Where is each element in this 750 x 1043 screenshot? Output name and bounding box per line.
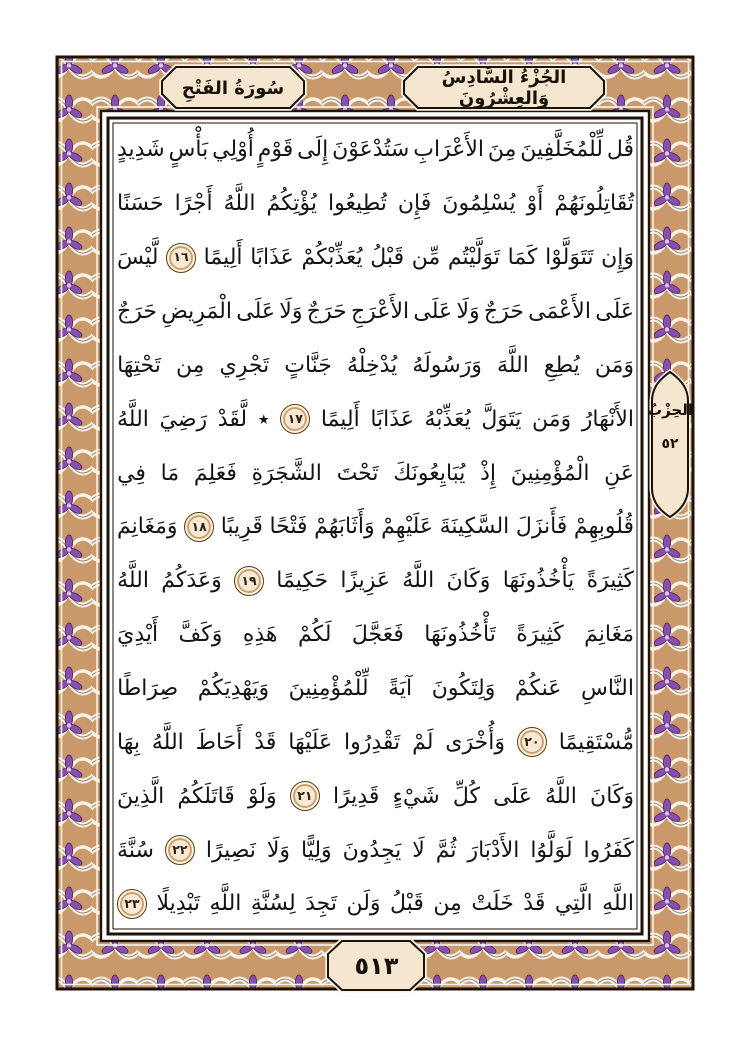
hizb-marker-number: ٥٢ — [661, 436, 679, 452]
quran-word: اللَّهُ — [223, 191, 256, 217]
quran-word: لَمْ — [412, 729, 434, 755]
quran-word: أُوْلِي — [212, 137, 254, 163]
quran-word: بَأْسٍ — [168, 137, 209, 163]
quran-word: كَثِيرَةً — [586, 568, 634, 594]
quran-word: وَمَن — [532, 406, 572, 432]
quran-word: لِّلْمُخَلَّفِينَ — [520, 137, 603, 163]
quran-word: تُطِيعُوا — [327, 191, 387, 217]
quran-word: يُدْخِلْهُ — [346, 352, 398, 378]
ayah-end-marker: ٢١ — [290, 781, 320, 811]
quran-word: السَّكِينَةَ — [439, 514, 510, 540]
quran-word: جَنَّاتٍ — [284, 352, 332, 378]
quran-word: وَكَفَّ — [178, 622, 223, 648]
quran-word: اللَّهُ — [402, 568, 435, 594]
quran-word: إِذْ — [480, 460, 497, 486]
quran-word: فِي — [117, 460, 146, 486]
quran-word: مَا — [160, 460, 180, 486]
quran-word: سَتُدْعَوْنَ — [332, 137, 410, 163]
quran-word: عَلَيْهِمْ — [381, 514, 433, 540]
quran-word: قَاتَلَكُمُ — [177, 783, 235, 809]
quran-line — [117, 608, 634, 662]
quran-line — [117, 177, 634, 231]
quran-word: الأَنْهَارُ — [581, 406, 634, 432]
quran-word: لَكُمْ — [297, 622, 332, 648]
quran-word: كَفَرُوا — [583, 837, 634, 863]
quran-word: كَثِيرَةً — [516, 622, 564, 648]
quran-word: تَتَوَلَّوْا — [545, 245, 594, 271]
quran-word: حَكِيمًا — [276, 568, 329, 594]
quran-word: تَبْدِيلًا — [156, 891, 201, 917]
quran-word: الَّتِي — [554, 891, 593, 917]
quran-word: يُسْلِمُونَ — [442, 191, 516, 217]
quran-word: فَعَلِمَ — [193, 460, 237, 486]
quran-word: حَرَجٌ — [117, 299, 157, 324]
quran-word: كَمَا — [507, 245, 538, 271]
quran-word: قَوْمٍ — [257, 137, 294, 163]
quran-word: عَلَيْهَا — [288, 729, 333, 755]
quran-word: اللَّهَ — [496, 352, 529, 378]
quran-word: وَمَن — [594, 352, 634, 378]
quran-line — [117, 769, 634, 823]
quran-word: خَلَتْ — [471, 891, 514, 917]
juz-title: الجُزْءُ السَّادِسُ وَالعِشْرُونَ — [441, 67, 567, 109]
quran-line — [117, 392, 634, 446]
quran-word: ٭ — [257, 406, 270, 432]
quran-word: الَّذِينَ — [117, 783, 165, 809]
ayah-end-marker: ١٨ — [184, 512, 214, 542]
quran-line — [117, 338, 634, 392]
quran-word: لِسُنَّةِ — [250, 891, 296, 917]
quran-word: وَكَانَ — [590, 783, 634, 809]
quran-word: اللَّهُ — [151, 729, 184, 755]
quran-word: قَدْ — [523, 891, 546, 917]
quran-word: بِهَا — [117, 729, 140, 755]
quran-word: عَلَى — [413, 299, 453, 324]
quran-word: اللَّهُ — [544, 783, 577, 809]
quran-word: يُعَذِّبْكُمْ — [301, 245, 363, 271]
ayah-end-marker: ٢٢ — [165, 835, 195, 865]
quran-word: عَذَابًا — [250, 245, 294, 271]
quran-word: وَلَا — [266, 837, 291, 863]
quran-word: مِّن — [411, 245, 441, 271]
quran-word: أَلِيمًا — [320, 406, 360, 432]
quran-word: تَأْخُذُونَهَا — [424, 622, 496, 648]
quran-line — [117, 123, 634, 177]
quran-word: وَرَسُولَهُ — [412, 352, 482, 378]
quran-line — [117, 500, 634, 554]
quran-word: تَقْدِرُوا — [344, 729, 401, 755]
quran-word: عَلَى — [236, 299, 276, 324]
quran-word: عَلَى — [493, 783, 532, 809]
quran-word: يُعَذِّبْهُ — [424, 406, 471, 432]
quran-word: وَإِن — [601, 245, 634, 271]
quran-word: فَأَنزَلَ — [515, 514, 568, 540]
quran-word: قَدِيرًا — [332, 783, 380, 809]
quran-word: فَعَجَّلَ — [351, 622, 404, 648]
quran-line — [117, 662, 634, 716]
quran-word: قَبْلُ — [370, 245, 405, 271]
quran-word: عَذَابًا — [370, 406, 414, 432]
quran-word: وَلَن — [346, 891, 381, 917]
quran-word: وَمَغَانِمَ — [117, 514, 178, 540]
quran-word: يَتَوَلَّ — [481, 406, 522, 432]
quran-word: وَأَثَابَهُمْ — [314, 514, 375, 540]
quran-word: صِرَاطًا — [117, 676, 179, 702]
quran-word: مِنَ — [487, 137, 517, 163]
quran-line — [117, 715, 634, 769]
quran-word: وَلَا — [456, 299, 480, 324]
quran-line — [117, 554, 634, 608]
quran-word: الْمُؤْمِنِينَ — [510, 460, 590, 486]
quran-word: الأَعْرَابِ — [413, 137, 484, 163]
ayah-end-marker: ١٧ — [280, 404, 310, 434]
quran-word: حَسَنًا — [117, 191, 164, 217]
quran-word: عَزِيزًا — [340, 568, 390, 594]
quran-word: تَحْتَ — [336, 460, 379, 486]
quran-word: مُّسْتَقِيمًا — [558, 729, 634, 755]
quran-word: اللَّهُ — [117, 406, 149, 432]
quran-word: رَضِيَ — [159, 406, 208, 432]
quran-word: قَبْلُ — [390, 891, 424, 917]
quran-word: آيَةً — [388, 676, 413, 702]
quran-word: أَحَاطَ — [195, 729, 243, 755]
quran-word: ثُمَّ — [435, 837, 457, 863]
quran-word: مَغَانِمَ — [584, 622, 634, 648]
quran-word: الأَعْمَى — [528, 299, 591, 324]
quran-word: فَتْحًا — [269, 514, 308, 540]
quran-word: شَدِيدٍ — [117, 137, 165, 163]
quran-word: وَأُخْرَى — [445, 729, 505, 755]
quran-word: هَذِهِ — [242, 622, 278, 648]
ayah-end-marker: ٢٠ — [517, 727, 547, 757]
quran-word: وَلَا — [279, 299, 303, 324]
quran-word: وَكَانَ — [446, 568, 491, 594]
quran-word: قَدْ — [254, 729, 277, 755]
quran-word: وَلِيًّا — [301, 837, 332, 863]
quran-word: النَّاسِ — [580, 676, 634, 702]
quran-word: أَوْ — [526, 191, 544, 217]
surah-title: سُورَةُ الفَتْحِ — [181, 77, 285, 99]
quran-line — [117, 823, 634, 877]
quran-line — [117, 231, 634, 285]
quran-line — [117, 285, 634, 339]
quran-word: أَيْدِيَ — [117, 622, 159, 648]
quran-word: لَوَلَّوُا — [530, 837, 573, 863]
quran-word: أَلِيمًا — [203, 245, 243, 271]
quran-word: اللَّهُ — [117, 568, 149, 594]
quran-line — [117, 446, 634, 500]
quran-word: الشَّجَرَةِ — [251, 460, 322, 486]
quran-word: مِن — [175, 352, 205, 378]
quran-word: إِلَى — [297, 137, 329, 163]
quran-word: نَصِيرًا — [205, 837, 256, 863]
quran-word: تُقَاتِلُونَهُمْ — [554, 191, 634, 217]
quran-word: عَنِ — [604, 460, 634, 486]
quran-word: حَرَجٌ — [306, 299, 347, 324]
quran-word: اللَّهِ — [602, 891, 634, 917]
quran-word: كُلِّ — [452, 783, 480, 809]
quran-word: مِن — [433, 891, 462, 917]
quran-word: لَا — [412, 837, 425, 863]
quran-word: قَرِيبًا — [220, 514, 263, 540]
quran-word: الأَدْبَارَ — [467, 837, 520, 863]
quran-word: يُطِعِ — [543, 352, 580, 378]
quran-word: الأَعْرَجِ — [350, 299, 410, 324]
quran-word: يَأْخُذُونَهَا — [502, 568, 575, 594]
quran-word: سُنَّةَ — [117, 837, 154, 863]
quran-word: شَيْءٍ — [392, 783, 440, 809]
quran-word: تَوَلَّيْتُم — [447, 245, 500, 271]
quran-word: لِّلْمُؤْمِنِينَ — [288, 676, 369, 702]
quran-word: الْمَرِيضِ — [161, 299, 232, 324]
quran-word: تَحْتِهَا — [117, 352, 161, 378]
hizb-marker-label: الحِزْبُ — [647, 401, 693, 419]
quran-word: قُل — [606, 137, 634, 163]
quran-word: وَلَوْ — [247, 783, 277, 809]
quran-word: وَلِتَكُونَ — [431, 676, 496, 702]
quran-word: تَجِدَ — [305, 891, 337, 917]
quran-word: تَجْرِي — [219, 352, 270, 378]
quran-word: عَلَى — [595, 299, 634, 324]
quran-word: اللَّهِ — [209, 891, 242, 917]
quran-word: يَجِدُونَ — [342, 837, 402, 863]
quran-word: عَنكُمْ — [514, 676, 562, 702]
quran-line — [117, 877, 634, 931]
quran-word: فَإِن — [397, 191, 432, 217]
quran-word: لَّيْسَ — [117, 245, 159, 271]
quran-text-block — [117, 123, 634, 931]
ayah-end-marker: ٢٣ — [117, 889, 147, 919]
quran-word: قُلُوبِهِمْ — [573, 514, 634, 540]
quran-word: أَجْرًا — [174, 191, 213, 217]
ayah-end-marker: ١٩ — [234, 566, 264, 596]
quran-word: حَرَجٌ — [483, 299, 524, 324]
quran-word: وَيَهْدِيَكُمْ — [197, 676, 270, 702]
quran-word: يُبَايِعُونَكَ — [393, 460, 466, 486]
quran-word: لَّقَدْ — [217, 406, 248, 432]
quran-word: وَعَدَكُمُ — [161, 568, 222, 594]
quran-word: يُؤْتِكُمُ — [266, 191, 317, 217]
page-number: ٥١٣ — [354, 952, 399, 980]
ayah-end-marker: ١٦ — [166, 243, 196, 273]
